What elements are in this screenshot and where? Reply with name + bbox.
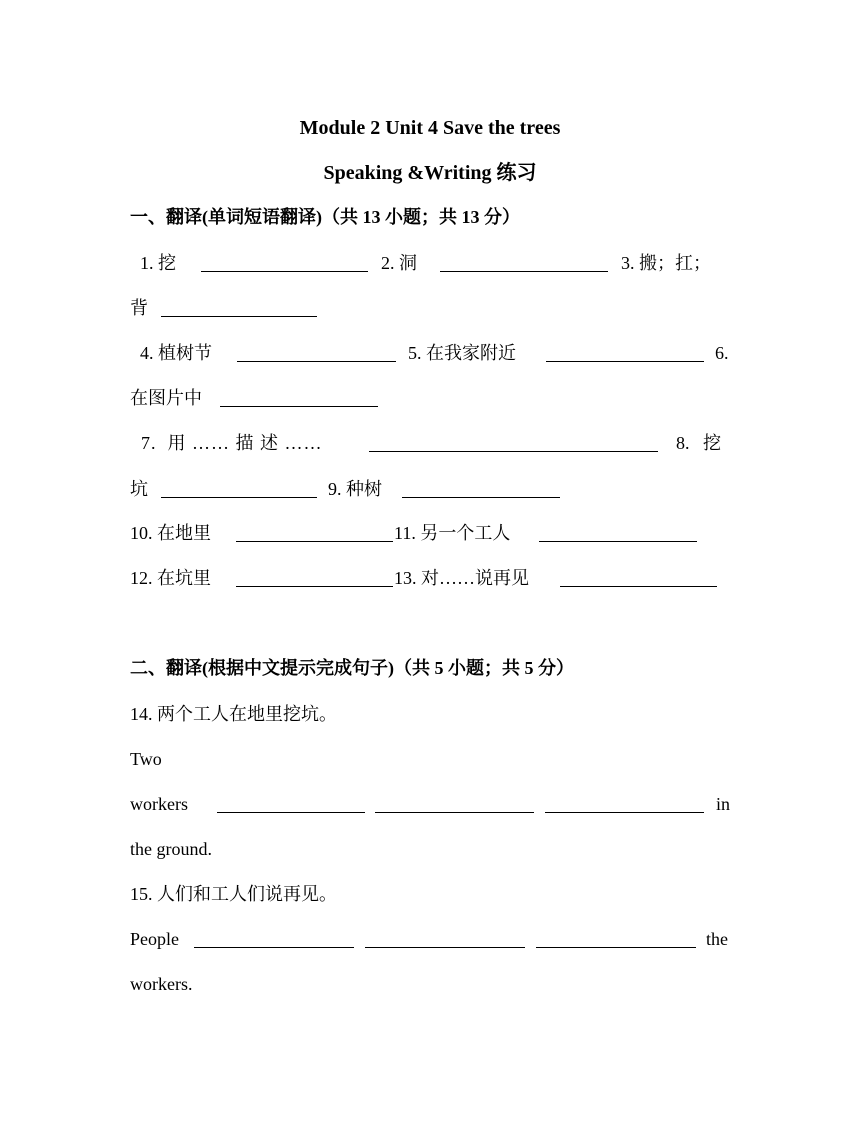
item-10: 10. 在地里 [130, 523, 211, 543]
question-15-line2: workers. [130, 974, 193, 994]
question-14-line2-start: workers [130, 794, 188, 814]
question-15-prompt: 15. 人们和工人们说再见。 [130, 884, 337, 904]
question-14-line2-end: in [716, 794, 731, 814]
item-7: 7. 用 …… 描 述 …… [141, 433, 323, 453]
question-14-line1: Two [130, 749, 162, 769]
answer-blank-11[interactable] [539, 523, 697, 542]
answer-blank-2[interactable] [440, 253, 608, 272]
answer-blank-9[interactable] [402, 479, 560, 498]
answer-blank-8[interactable] [161, 479, 317, 498]
answer-blank-15c[interactable] [536, 929, 696, 948]
item-3: 3. 搬；扛； [621, 253, 711, 273]
item-8: 8. 挖 [676, 433, 721, 453]
item-11: 11. 另一个工人 [394, 523, 511, 543]
answer-blank-1[interactable] [201, 253, 368, 272]
item-6: 在图片中 [130, 388, 202, 408]
item-1: 1. 挖 [140, 253, 176, 273]
question-15-line1-end: the [706, 929, 728, 949]
item-3-continued: 背 [130, 298, 148, 318]
answer-blank-14a[interactable] [217, 794, 365, 813]
item-13: 13. 对……说再见 [394, 568, 529, 588]
answer-blank-10[interactable] [236, 523, 393, 542]
section1-heading: 一、翻译(单词短语翻译)（共 13 小题；共 13 分） [130, 207, 520, 227]
question-14-prompt: 14. 两个工人在地里挖坑。 [130, 704, 337, 724]
item-5: 5. 在我家附近 [408, 343, 516, 363]
answer-blank-4[interactable] [237, 343, 396, 362]
answer-blank-3[interactable] [161, 298, 317, 317]
answer-blank-15a[interactable] [194, 929, 354, 948]
answer-blank-13[interactable] [560, 568, 717, 587]
answer-blank-5[interactable] [546, 343, 704, 362]
document-title: Module 2 Unit 4 Save the trees [299, 117, 561, 139]
answer-blank-7[interactable] [369, 433, 658, 452]
item-4: 4. 植树节 [140, 343, 212, 363]
answer-blank-6[interactable] [220, 388, 378, 407]
item-6-number: 6. [715, 343, 729, 363]
item-8-continued: 坑 [130, 479, 148, 499]
answer-blank-14c[interactable] [545, 794, 704, 813]
item-2: 2. 洞 [381, 253, 417, 273]
item-12: 12. 在坑里 [130, 568, 211, 588]
question-14-line3: the ground. [130, 839, 212, 859]
section2-heading: 二、翻译(根据中文提示完成句子)（共 5 小题；共 5 分） [130, 658, 574, 678]
answer-blank-15b[interactable] [365, 929, 525, 948]
question-15-line1-start: People [130, 929, 179, 949]
document-subtitle: Speaking &Writing 练习 [323, 162, 537, 184]
answer-blank-12[interactable] [236, 568, 393, 587]
item-9: 9. 种树 [328, 479, 382, 499]
answer-blank-14b[interactable] [375, 794, 534, 813]
